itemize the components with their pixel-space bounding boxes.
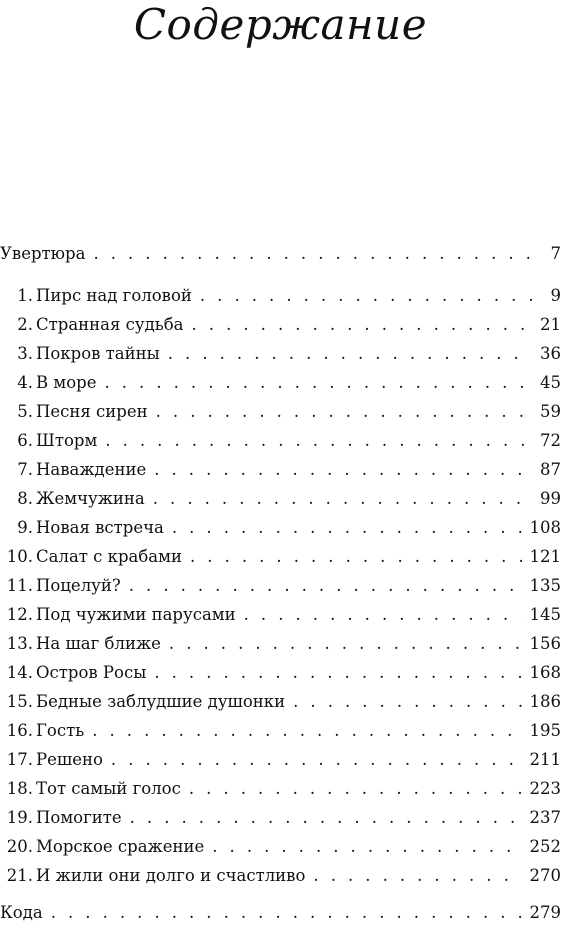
toc-entry-title: Под чужими парусами: [36, 602, 236, 628]
toc-entry-number: 17.: [0, 747, 36, 773]
toc-entry[interactable]: [0, 457, 561, 483]
dot-leader: [111, 747, 522, 773]
toc-entry[interactable]: [0, 834, 561, 860]
dot-leader: [130, 805, 522, 831]
toc-entry[interactable]: [0, 428, 561, 454]
dot-leader: [212, 834, 521, 860]
toc-entry-page: 211: [530, 747, 561, 773]
dot-leader: [51, 900, 522, 926]
dot-leader: [293, 689, 521, 715]
toc-entry-page: 121: [530, 544, 561, 570]
dot-leader: [172, 515, 522, 541]
toc-entry-title: Увертюра: [0, 241, 85, 267]
toc-entry-page: 168: [530, 660, 561, 686]
toc-entry-title: Пирс над головой: [36, 283, 192, 309]
toc-entry-title: Салат с крабами: [36, 544, 182, 570]
toc-entry-page: 252: [530, 834, 561, 860]
toc-entry-page: 45: [540, 370, 561, 396]
dot-leader: [200, 283, 543, 309]
toc-entry[interactable]: [0, 805, 561, 831]
toc-entry-title: Жемчужина: [36, 486, 145, 512]
toc-entry-number: 6.: [0, 428, 36, 454]
toc-entry-title: Шторм: [36, 428, 97, 454]
dot-leader: [154, 457, 532, 483]
toc-entry-page: 156: [530, 631, 561, 657]
toc-entry-coda[interactable]: [0, 900, 561, 926]
toc-entry[interactable]: [0, 747, 561, 773]
toc-entry-number: 19.: [0, 805, 36, 831]
dot-leader: [244, 602, 522, 628]
toc-entry-page: 36: [540, 341, 561, 367]
toc-entry-number: 12.: [0, 602, 36, 628]
toc-entry[interactable]: [0, 544, 561, 570]
toc-entry-number: 2.: [0, 312, 36, 338]
toc-entry-number: 16.: [0, 718, 36, 744]
toc-entry-number: 4.: [0, 370, 36, 396]
toc-entry[interactable]: [0, 312, 561, 338]
toc-entry-page: 9: [551, 283, 561, 309]
toc-entry-page: 99: [540, 486, 561, 512]
toc-entry-title: Новая встреча: [36, 515, 164, 541]
toc-entry[interactable]: [0, 283, 561, 309]
toc-entry-title: Решено: [36, 747, 103, 773]
toc-entry-title: Кода: [0, 900, 43, 926]
toc-entry[interactable]: [0, 341, 561, 367]
toc-entry[interactable]: [0, 718, 561, 744]
toc-entry-title: Морское сражение: [36, 834, 204, 860]
toc-entry-page: 135: [530, 573, 561, 599]
dot-leader: [92, 718, 521, 744]
toc-entry[interactable]: [0, 631, 561, 657]
toc-entry-title: В море: [36, 370, 96, 396]
dot-leader: [153, 486, 532, 512]
dot-leader: [190, 544, 522, 570]
toc-entry-title: Поцелуй?: [36, 573, 121, 599]
toc-entry[interactable]: [0, 515, 561, 541]
toc-entry-title: Гость: [36, 718, 84, 744]
toc-entry-number: 11.: [0, 573, 36, 599]
toc-entry[interactable]: [0, 689, 561, 715]
toc-entry-number: 21.: [0, 863, 36, 889]
toc-entry-title: Остров Росы: [36, 660, 146, 686]
toc-entry-page: 279: [530, 900, 561, 926]
toc-entry-page: 87: [540, 457, 561, 483]
toc-entry-title: Песня сирен: [36, 399, 148, 425]
toc-entry-title: Странная судьба: [36, 312, 184, 338]
toc-entry-number: 7.: [0, 457, 36, 483]
toc-entry-number: 15.: [0, 689, 36, 715]
toc-entry-overture[interactable]: [0, 241, 561, 267]
toc-entry[interactable]: [0, 370, 561, 396]
toc-entry-page: 195: [530, 718, 561, 744]
toc-entry[interactable]: [0, 602, 561, 628]
dot-leader: [168, 341, 532, 367]
toc-entry[interactable]: [0, 399, 561, 425]
toc-entry-page: 21: [540, 312, 561, 338]
toc-entry-page: 223: [530, 776, 561, 802]
page-title: Содержание: [0, 0, 561, 50]
dot-leader: [104, 370, 532, 396]
toc-entry-title: Помогите: [36, 805, 122, 831]
toc-entry-title: Покров тайны: [36, 341, 160, 367]
toc-entry[interactable]: [0, 660, 561, 686]
dot-leader: [105, 428, 532, 454]
toc-entry[interactable]: [0, 486, 561, 512]
toc-entry-page: 108: [530, 515, 561, 541]
toc-entry-page: 145: [530, 602, 561, 628]
dot-leader: [156, 399, 532, 425]
toc-entry-number: 18.: [0, 776, 36, 802]
toc-entry-page: 270: [530, 863, 561, 889]
toc-entry-page: 59: [540, 399, 561, 425]
toc-entry-title: И жили они долго и счастливо: [36, 863, 305, 889]
toc-entry-number: 13.: [0, 631, 36, 657]
dot-leader: [192, 312, 532, 338]
dot-leader: [93, 241, 542, 267]
dot-leader: [154, 660, 521, 686]
toc-entry-number: 5.: [0, 399, 36, 425]
toc-entry-number: 8.: [0, 486, 36, 512]
dot-leader: [169, 631, 522, 657]
toc-entry[interactable]: [0, 863, 561, 889]
dot-leader: [313, 863, 521, 889]
toc-entry[interactable]: [0, 776, 561, 802]
toc-entry-number: 1.: [0, 283, 36, 309]
toc-entry-title: Бедные заблудшие душонки: [36, 689, 285, 715]
toc-entry-number: 10.: [0, 544, 36, 570]
toc-entry-page: 7: [551, 241, 561, 267]
toc-entry-number: 9.: [0, 515, 36, 541]
toc-entry-title: Наваждение: [36, 457, 146, 483]
toc-entry-page: 186: [530, 689, 561, 715]
toc-entry-number: 20.: [0, 834, 36, 860]
toc-entry-number: 14.: [0, 660, 36, 686]
dot-leader: [129, 573, 522, 599]
toc-entry-page: 237: [530, 805, 561, 831]
toc-entry[interactable]: [0, 573, 561, 599]
dot-leader: [189, 776, 522, 802]
toc-entry-page: 72: [540, 428, 561, 454]
toc-entry-title: Тот самый голос: [36, 776, 181, 802]
toc-entry-title: На шаг ближе: [36, 631, 161, 657]
toc-entry-number: 3.: [0, 341, 36, 367]
